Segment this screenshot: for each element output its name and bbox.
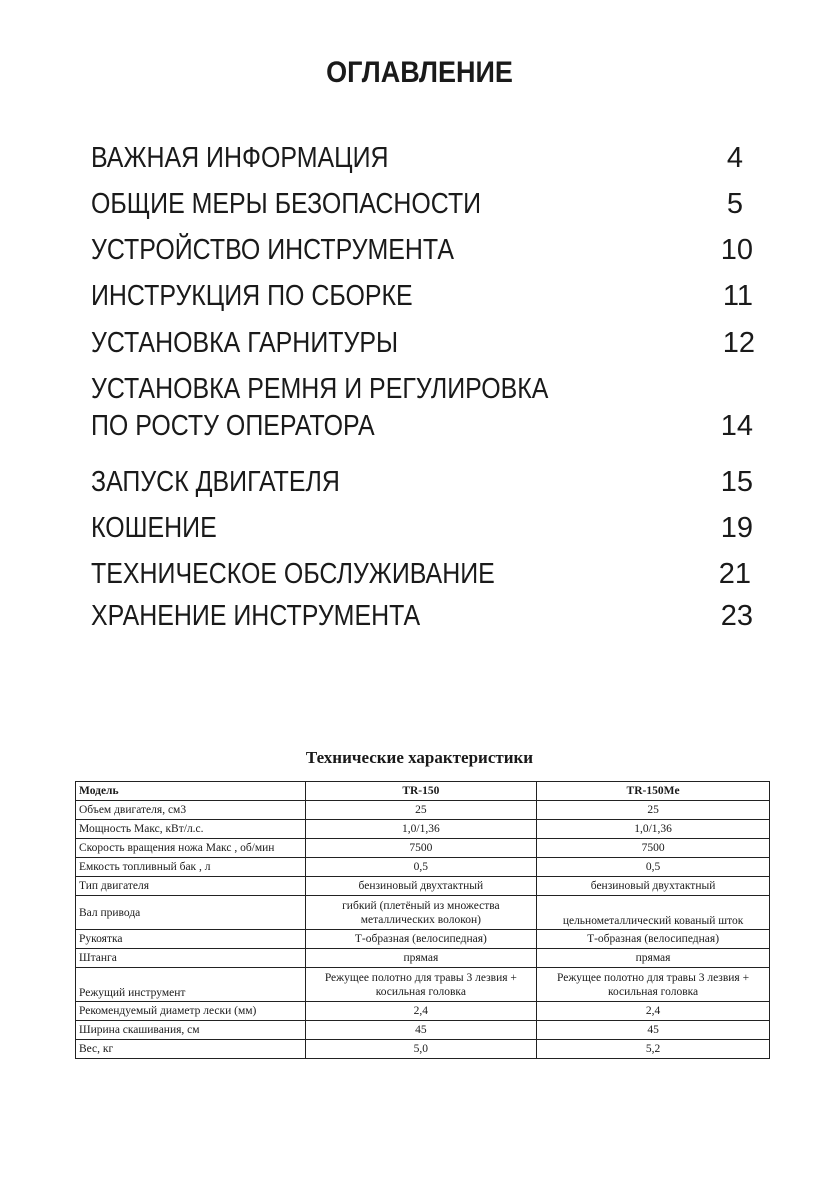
toc-item-label: ИНСТРУКЦИЯ ПО СБОРКЕ [91, 280, 413, 312]
table-row [76, 1021, 770, 1040]
toc-item-label: УСТАНОВКА РЕМНЯ И РЕГУЛИРОВКА [91, 373, 549, 405]
table-cell: Режущий инструмент [76, 968, 306, 1002]
table-cell: 2,4 [305, 1002, 537, 1021]
toc-item-page: 23 [720, 600, 753, 632]
table-header-row [76, 782, 770, 801]
table-cell: Т-образная (велосипедная) [305, 930, 537, 949]
table-row [76, 1002, 770, 1021]
table-cell: 0,5 [305, 858, 537, 877]
table-cell: 45 [537, 1021, 770, 1040]
specs-table [75, 781, 770, 1059]
table-cell: Режущее полотно для травы 3 лезвия + косильная головка [305, 968, 537, 1002]
table-cell: 2,4 [537, 1002, 770, 1021]
table-cell: бензиновый двухтактный [305, 877, 537, 896]
table-cell: 7500 [305, 839, 537, 858]
table-cell: 25 [537, 801, 770, 820]
table-row [76, 877, 770, 896]
table-cell: 0,5 [537, 858, 770, 877]
table-cell: гибкий (плетёный из множества металлических волокон) [305, 896, 537, 930]
table-cell: бензиновый двухтактный [537, 877, 770, 896]
table-cell: Емкость топливный бак , л [76, 858, 306, 877]
toc-item-label: ЗАПУСК ДВИГАТЕЛЯ [91, 466, 340, 498]
table-cell: Рукоятка [76, 930, 306, 949]
toc-item-page: 19 [720, 512, 753, 544]
table-cell: 5,0 [305, 1040, 537, 1059]
table-cell: 45 [305, 1021, 537, 1040]
table-cell: 5,2 [537, 1040, 770, 1059]
header-cell: TR-150 [305, 782, 537, 801]
table-cell: Скорость вращения ножа Макс , об/мин [76, 839, 306, 858]
table-cell: Тип двигателя [76, 877, 306, 896]
toc-item-label: УСТАНОВКА ГАРНИТУРЫ [91, 327, 399, 359]
table-cell: Штанга [76, 949, 306, 968]
table-row [76, 858, 770, 877]
toc-item-page: 21 [718, 558, 751, 590]
table-cell: 7500 [537, 839, 770, 858]
toc-item-label: ВАЖНАЯ ИНФОРМАЦИЯ [91, 142, 389, 174]
toc-item-label: ОБЩИЕ МЕРЫ БЕЗОПАСНОСТИ [91, 188, 482, 220]
table-row [76, 820, 770, 839]
toc-item-page: 12 [722, 327, 755, 359]
specs-title: Технические характеристики [305, 748, 534, 767]
table-cell: Вал привода [76, 896, 306, 930]
table-cell: Ширина скашивания, см [76, 1021, 306, 1040]
table-row [76, 896, 770, 930]
table-row [76, 839, 770, 858]
toc-item-page: 4 [726, 142, 743, 174]
toc-item-page: 11 [722, 280, 753, 312]
table-cell: прямая [305, 949, 537, 968]
table-cell: 25 [305, 801, 537, 820]
table-row [76, 968, 770, 1002]
toc-item-page: 10 [720, 234, 753, 266]
header-cell: Модель [76, 782, 306, 801]
header-cell: TR-150Me [537, 782, 770, 801]
table-row [76, 930, 770, 949]
table-cell: прямая [537, 949, 770, 968]
table-cell: Режущее полотно для травы 3 лезвия + косильная головка [537, 968, 770, 1002]
table-cell: Мощность Макс, кВт/л.с. [76, 820, 306, 839]
toc-item-label: ПО РОСТУ ОПЕРАТОРА [91, 410, 375, 442]
toc-title: ОГЛАВЛЕНИЕ [326, 56, 513, 89]
toc-item-label: ТЕХНИЧЕСКОЕ ОБСЛУЖИВАНИЕ [91, 558, 495, 590]
table-row [76, 1040, 770, 1059]
toc-item-page: 14 [720, 410, 753, 442]
table-cell: Т-образная (велосипедная) [537, 930, 770, 949]
table-cell: 1,0/1,36 [537, 820, 770, 839]
table-row [76, 801, 770, 820]
table-cell: 1,0/1,36 [305, 820, 537, 839]
toc-item-page: 15 [720, 466, 753, 498]
table-cell: Рекомендуемый диаметр лески (мм) [76, 1002, 306, 1021]
toc-item-label: ХРАНЕНИЕ ИНСТРУМЕНТА [91, 600, 421, 632]
table-cell: Объем двигателя, см3 [76, 801, 306, 820]
toc-item-page: 5 [726, 188, 743, 220]
table-cell: цельнометаллический кованый шток [537, 896, 770, 930]
toc-item-label: УСТРОЙСТВО ИНСТРУМЕНТА [91, 234, 454, 266]
table-cell: Вес, кг [76, 1040, 306, 1059]
table-row [76, 949, 770, 968]
toc-item-label: КОШЕНИЕ [91, 512, 217, 544]
